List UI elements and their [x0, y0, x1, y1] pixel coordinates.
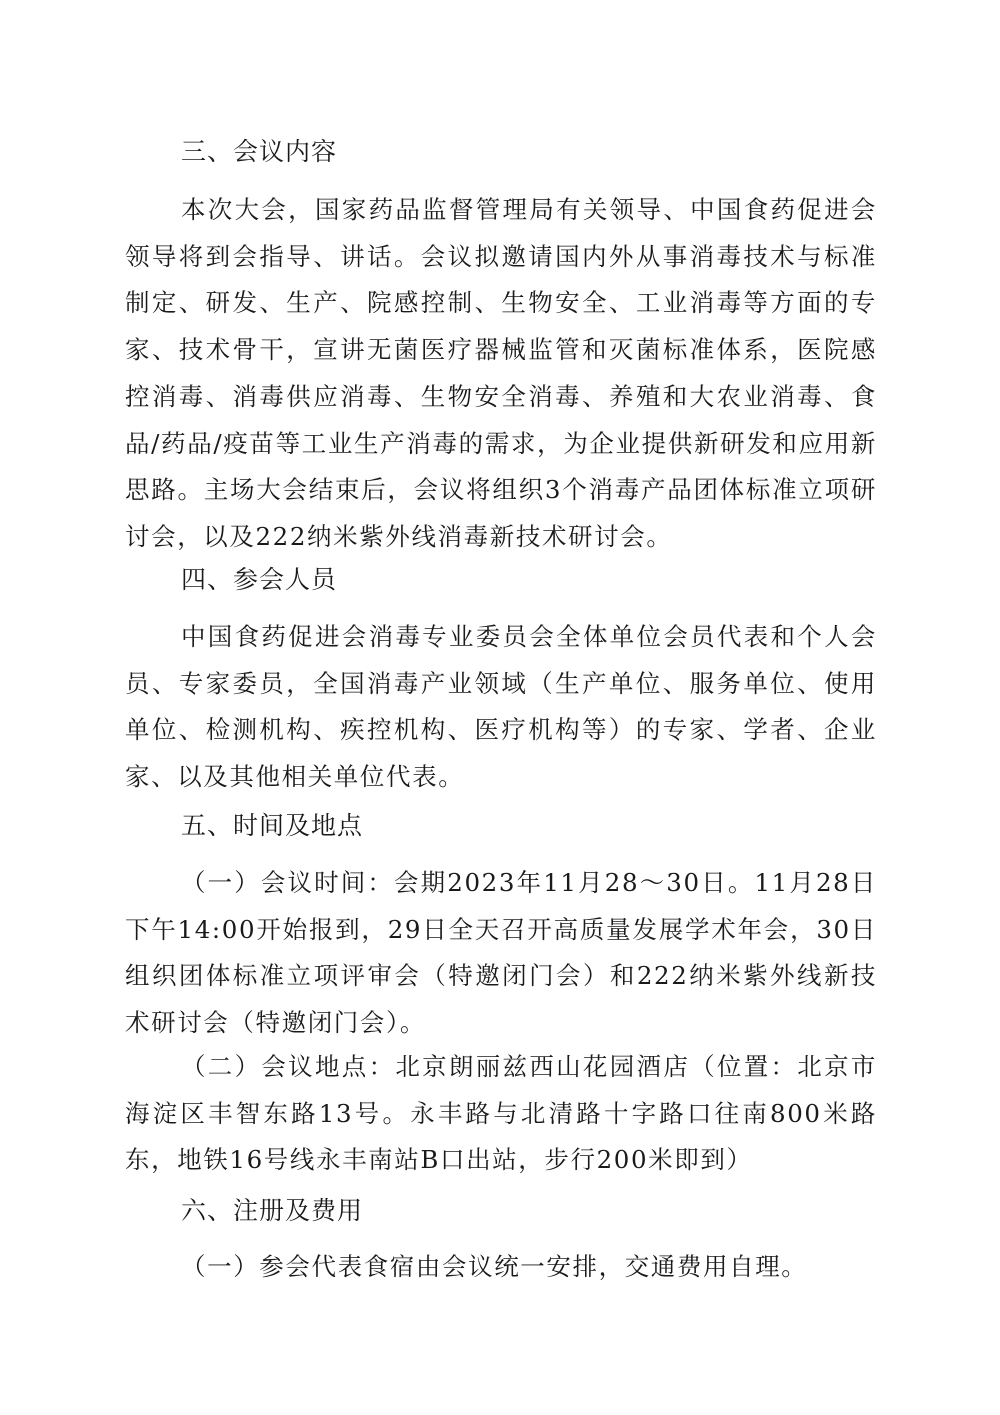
paragraph-accommodation: （一）参会代表食宿由会议统一安排，交通费用自理。 [181, 1252, 808, 1281]
section-heading-registration-fees: 六、注册及费用 [181, 1196, 364, 1225]
paragraph-meeting-time: （一）会议时间：会期2023年11月28～30日。11月28日下午14:00开始报到，29日全天召开高质量发展学术年会，30日组织团体标准立项评审会（特邀闭门会）和222纳米紫外线新技术研讨会（特邀闭门会）。 [125, 868, 877, 1038]
section-heading-attendees: 四、参会人员 [181, 565, 338, 594]
paragraph-meeting-location: （二）会议地点：北京朗丽兹西山花园酒店（位置：北京市海淀区丰智东路13号。永丰路与北清路十字路口往南800米路东，地铁16号线永丰南站B口出站，步行200米即到） [125, 1052, 877, 1175]
paragraph-meeting-content: 本次大会，国家药品监督管理局有关领导、中国食药促进会领导将到会指导、讲话。会议拟邀请国内外从事消毒技术与标准制定、研发、生产、院感控制、生物安全、工业消毒等方面的专家、技术骨干，宣讲无菌医疗器械监管和灭菌标准体系，医院感控消毒、消毒供应消毒、生物安全消毒、养殖和大农业消毒、食品/药品/疫苗等工业生产消毒的需求，为企业提供新研发和应用新思路。主场大会结束后，会议将组织3个消毒产品团体标准立项研讨会，以及222纳米紫外线消毒新技术研讨会。 [125, 195, 877, 551]
paragraph-attendees: 中国食药促进会消毒专业委员会全体单位会员代表和个人会员、专家委员，全国消毒产业领域（生产单位、服务单位、使用单位、检测机构、疾控机构、医疗机构等）的专家、学者、企业家、以及其他相关单位代表。 [125, 622, 877, 792]
section-heading-meeting-content: 三、会议内容 [181, 137, 338, 166]
section-heading-time-location: 五、时间及地点 [181, 811, 364, 840]
